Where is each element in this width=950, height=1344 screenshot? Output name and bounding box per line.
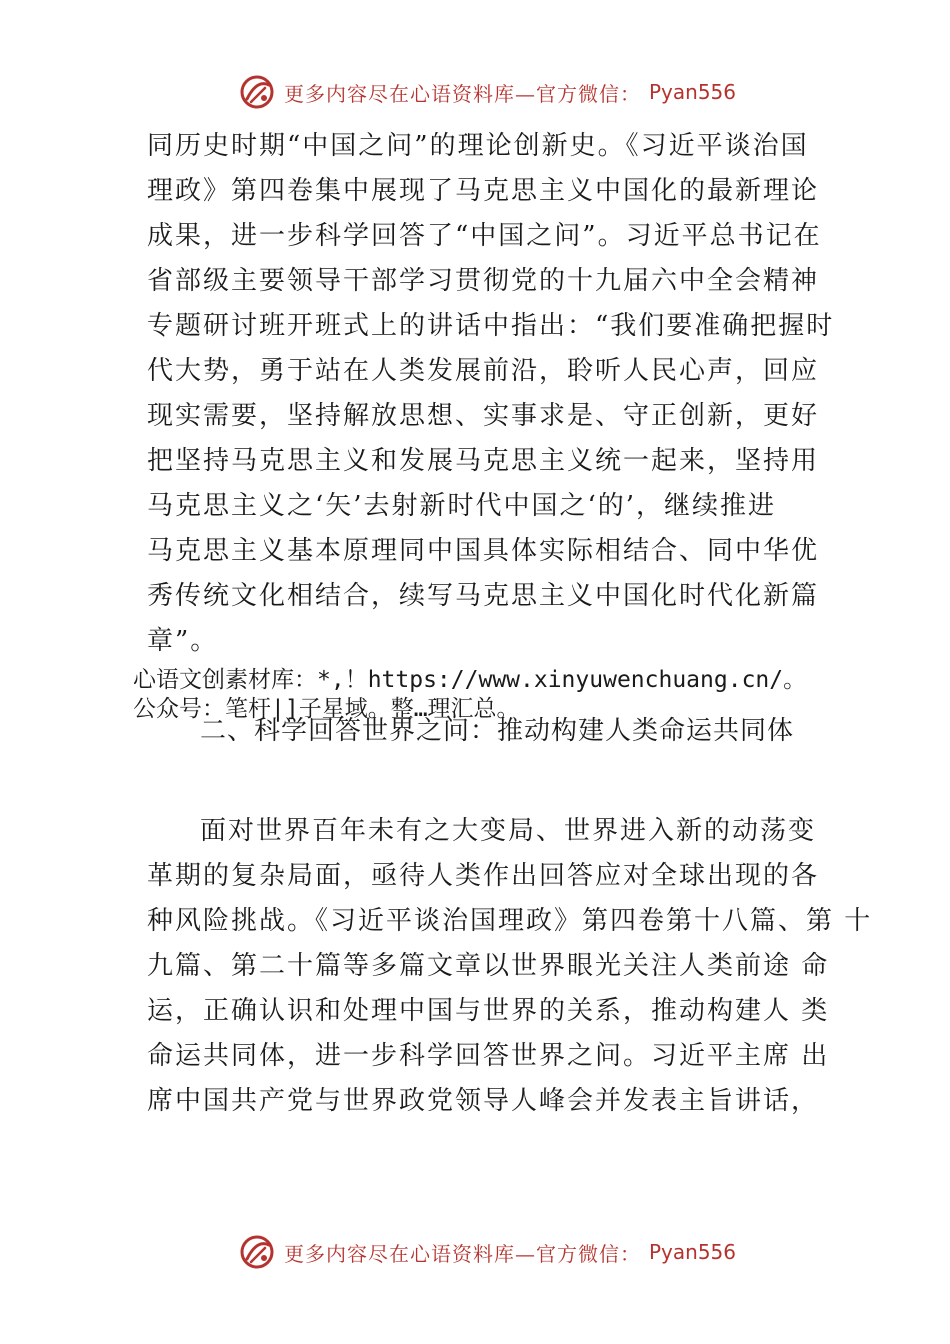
section-heading: 二、科学回答世界之问：推动构建人类命运共同体 [200,716,795,746]
text-line: 席中国共产党与世界政党领导人峰会并发表主旨讲话， [147,1086,820,1116]
text-line: 同历史时期“中国之问”的理论创新史。《习近平谈治国 [147,131,809,161]
text-line: 马克思主义基本原理同中国具体实际相结合、同中华优 [147,536,820,566]
text-line: 把坚持马克思主义和发展马克思主义统一起来，坚持用 [147,446,820,476]
text-line: 章”。 [147,626,219,656]
brand-logo-icon [238,1233,276,1271]
text-line: 运，正确认识和处理中国与世界的关系，推动构建人 类 [147,996,830,1026]
footer-banner [238,1232,736,1272]
banner-text: 更多内容尽在心语资料库—官方微信： [284,81,641,106]
text-line: 成果，进一步科学回答了“中国之问”。习近平总书记在 [147,221,822,251]
text-line: 革期的复杂局面，亟待人类作出回答应对全球出现的各 [147,861,820,891]
text-line: 面对世界百年未有之大变局、世界进入新的动荡变 [200,816,817,846]
banner-text: 更多内容尽在心语资料库—官方微信： [284,1241,641,1266]
text-line: 马克思主义之‘矢’去射新时代中国之‘的’，继续推进 [147,491,777,521]
banner-wechat-id: Pyan556 [649,80,737,104]
header-banner [238,72,736,112]
text-line: 九篇、第二十篇等多篇文章以世界眼光关注人类前途 命 [147,951,830,981]
text-line: 理政》第四卷集中展现了马克思主义中国化的最新理论 [147,176,820,206]
banner-wechat-id: Pyan556 [649,1240,737,1264]
text-line: 省部级主要领导干部学习贯彻党的十九届六中全会精神 [147,266,820,296]
text-line: 代大势，勇于站在人类发展前沿，聆听人民心声，回应 [147,356,820,386]
text-line: 现实需要，坚持解放思想、实事求是、守正创新，更好 [147,401,820,431]
text-line: 秀传统文化相结合，续写马克思主义中国化时代化新篇 [147,581,820,611]
text-line: 专题研讨班开班式上的讲话中指出：“我们要准确把握时 [147,311,835,341]
text-line: 种风险挑战。《习近平谈治国理政》第四卷第十八篇、第 十 [147,906,873,936]
text-line: 命运共同体，进一步科学回答世界之问。习近平主席 出 [147,1041,830,1071]
source-line-url: 心语文创素材库：*,！https://www.xinyuwenchuang.cn/。 [133,667,807,693]
source-line-account: 公众号：笔杆|]子星域。整…理汇总。 [133,696,520,722]
brand-logo-icon [238,73,276,111]
